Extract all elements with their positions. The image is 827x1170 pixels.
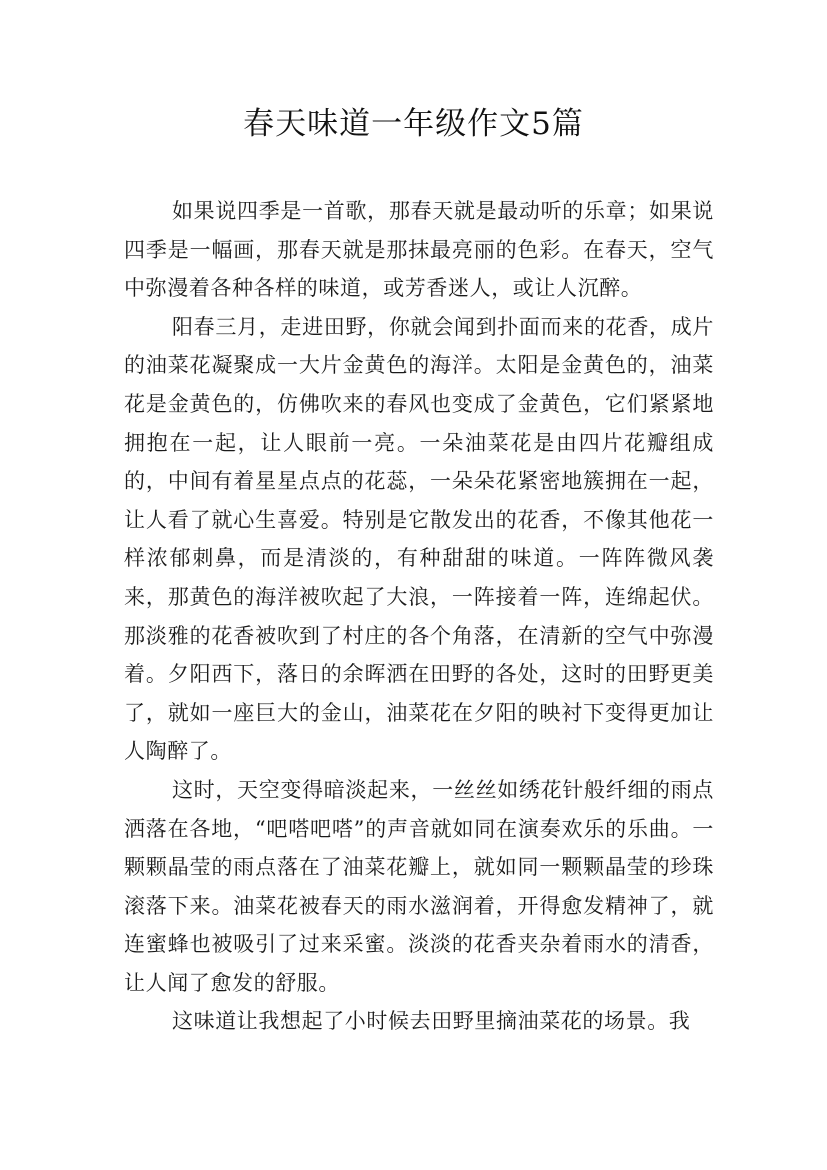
paragraph: 这时，天空变得暗淡起来，一丝丝如绣花针般纤细的雨点洒落在各地，“吧嗒吧嗒”的声音就如同在演奏欢乐的乐曲。一颗颗晶莹的雨点落在了油菜花瓣上，就如同一颗颗晶莹的珍珠滚落下来。油菜花被春天的雨水滋润着，开得愈发精神了，就连蜜蜂也被吸引了过来采蜜。淡淡的花香夹杂着雨水的清香，让人闻了愈发的舒服。 (124, 777, 714, 995)
document-body (124, 192, 714, 1041)
document-title: 春天味道一年级作文5篇 (243, 106, 584, 142)
paragraph: 阳春三月，走进田野，你就会闻到扑面而来的花香，成片的油菜花凝聚成一大片金黄色的海洋。太阳是金黄色的，油菜花是金黄色的，仿佛吹来的春风也变成了金黄色，它们紧紧地拥抱在一起，让人眼前一亮。一朵油菜花是由四片花瓣组成的，中间有着星星点点的花蕊，一朵朵花紧密地簇拥在一起，让人看了就心生喜爱。特别是它散发出的花香，不像其他花一样浓郁刺鼻，而是清淡的，有种甜甜的味道。一阵阵微风袭来，那黄色的海洋被吹起了大浪，一阵接着一阵，连绵起伏。那淡雅的花香被吹到了村庄的各个角落，在清新的空气中弥漫着。夕阳西下，落日的余晖洒在田野的各处，这时的田野更美了，就如一座巨大的金山，油菜花在夕阳的映衬下变得更加让人陶醉了。 (124, 314, 714, 764)
paragraph: 如果说四季是一首歌，那春天就是最动听的乐章；如果说四季是一幅画，那春天就是那抹最亮丽的色彩。在春天，空气中弥漫着各种各样的味道，或芳香迷人，或让人沉醉。 (124, 199, 714, 301)
paragraph: 这味道让我想起了小时候去田野里摘油菜花的场景。我 (172, 1009, 691, 1034)
